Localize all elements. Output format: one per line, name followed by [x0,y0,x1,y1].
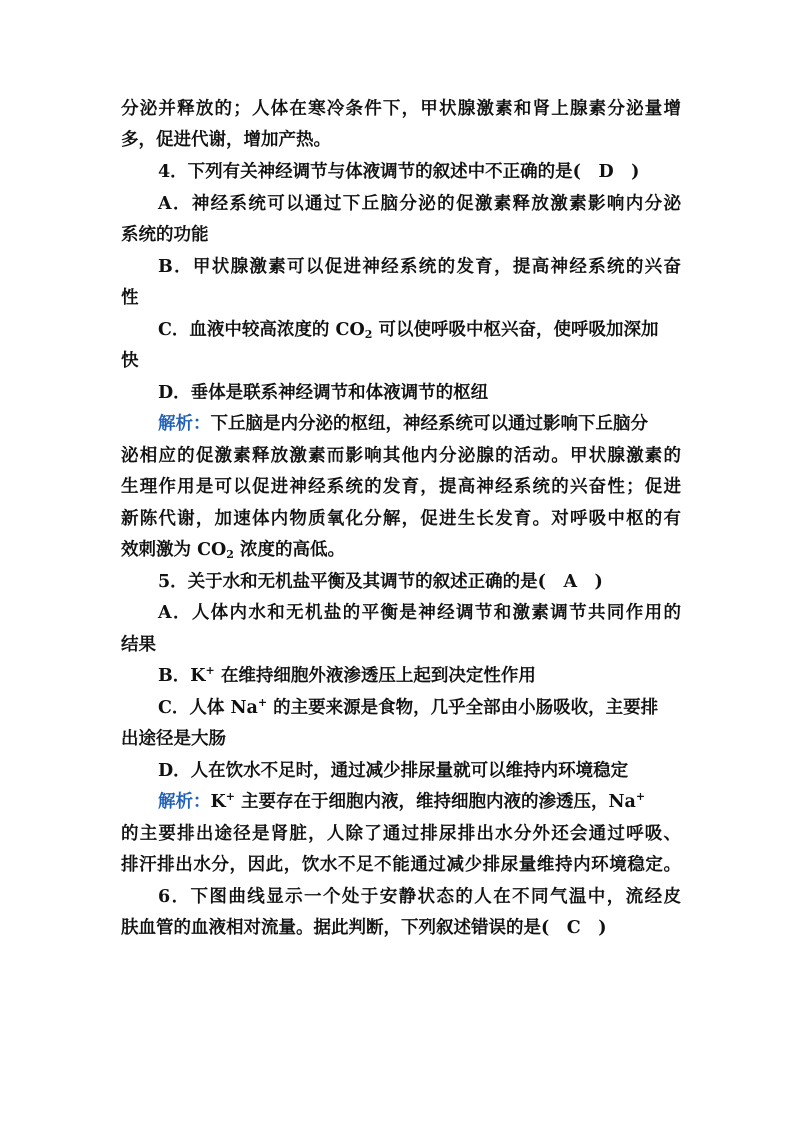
analysis-label: 解析： [158,414,211,434]
analysis-label: 解析： [158,792,211,812]
q5-option-a-line-2: 结果 [121,635,156,655]
question-4-stem: 4．下列有关神经调节与体液调节的叙述中不正确的是( D ) [158,162,640,182]
q4-analysis-line-5: 效刺激为 $CO_2$ 浓度的高低。 [121,540,346,561]
para-continuation-line-2: 多，促进代谢，增加产热。 [121,130,331,150]
q4-analysis-line-2: 泌相应的促激素释放激素而影响其他内分泌腺的活动。甲状腺激素的 [121,446,681,466]
para-continuation-line-1: 分泌并释放的；人体在寒冷条件下，甲状腺激素和肾上腺素分泌量增 [121,99,681,119]
q4-analysis-line-1: 解析：下丘脑是内分泌的枢纽，神经系统可以通过影响下丘脑分 [158,414,648,434]
q4-analysis-line-4: 新陈代谢，加速体内物质氧化分解，促进生长发育。对呼吸中枢的有 [121,509,681,529]
q5-option-b: B．K+ 在维持细胞外液渗透压上起到决定性作用 [158,664,536,686]
q5-analysis-line-2: 的主要排出途径是肾脏，人除了通过排尿排出水分外还会通过呼吸、 [121,824,681,844]
q5-option-c-line-1: C．人体 Na+ 的主要来源是食物，几乎全部由小肠吸收，主要排 [158,696,659,718]
question-5-stem: 5．关于水和无机盐平衡及其调节的叙述正确的是( A ) [158,572,603,592]
q5-analysis-line-3: 排汗排出水分，因此，饮水不足不能通过减少排尿量维持内环境稳定。 [121,855,681,875]
q5-option-d: D．人在饮水不足时，通过减少排尿量就可以维持内环境稳定 [158,761,629,781]
q5-option-c-line-2: 出途径是大肠 [121,729,226,749]
q4-option-b-line-2: 性 [121,288,139,308]
q4-option-a-line-2: 系统的功能 [121,225,209,245]
question-6-stem-line-1: 6．下图曲线显示一个处于安静状态的人在不同气温中，流经皮 [158,887,681,907]
q5-option-a-line-1: A．人体内水和无机盐的平衡是神经调节和激素调节共同作用的 [158,603,681,623]
question-6-stem-line-2: 肤血管的血液相对流量。据此判断，下列叙述错误的是( C ) [121,918,607,938]
q4-option-a-line-1: A．神经系统可以通过下丘脑分泌的促激素释放激素影响内分泌 [158,194,681,214]
q4-option-c-line-1: C．血液中较高浓度的 $CO_2$ 可以使呼吸中枢兴奋，使呼吸加深加 [158,320,659,341]
q4-analysis-line-3: 生理作用是可以促进神经系统的发育，提高神经系统的兴奋性；促进 [121,477,681,497]
q4-option-c-line-2: 快 [121,351,139,371]
q4-option-d: D．垂体是联系神经调节和体液调节的枢纽 [158,383,489,403]
q4-option-b-line-1: B．甲状腺激素可以促进神经系统的发育，提高神经系统的兴奋 [158,257,681,277]
q5-analysis-line-1: 解析：K+ 主要存在于细胞内液，维持细胞内液的渗透压，Na+ [158,790,646,812]
